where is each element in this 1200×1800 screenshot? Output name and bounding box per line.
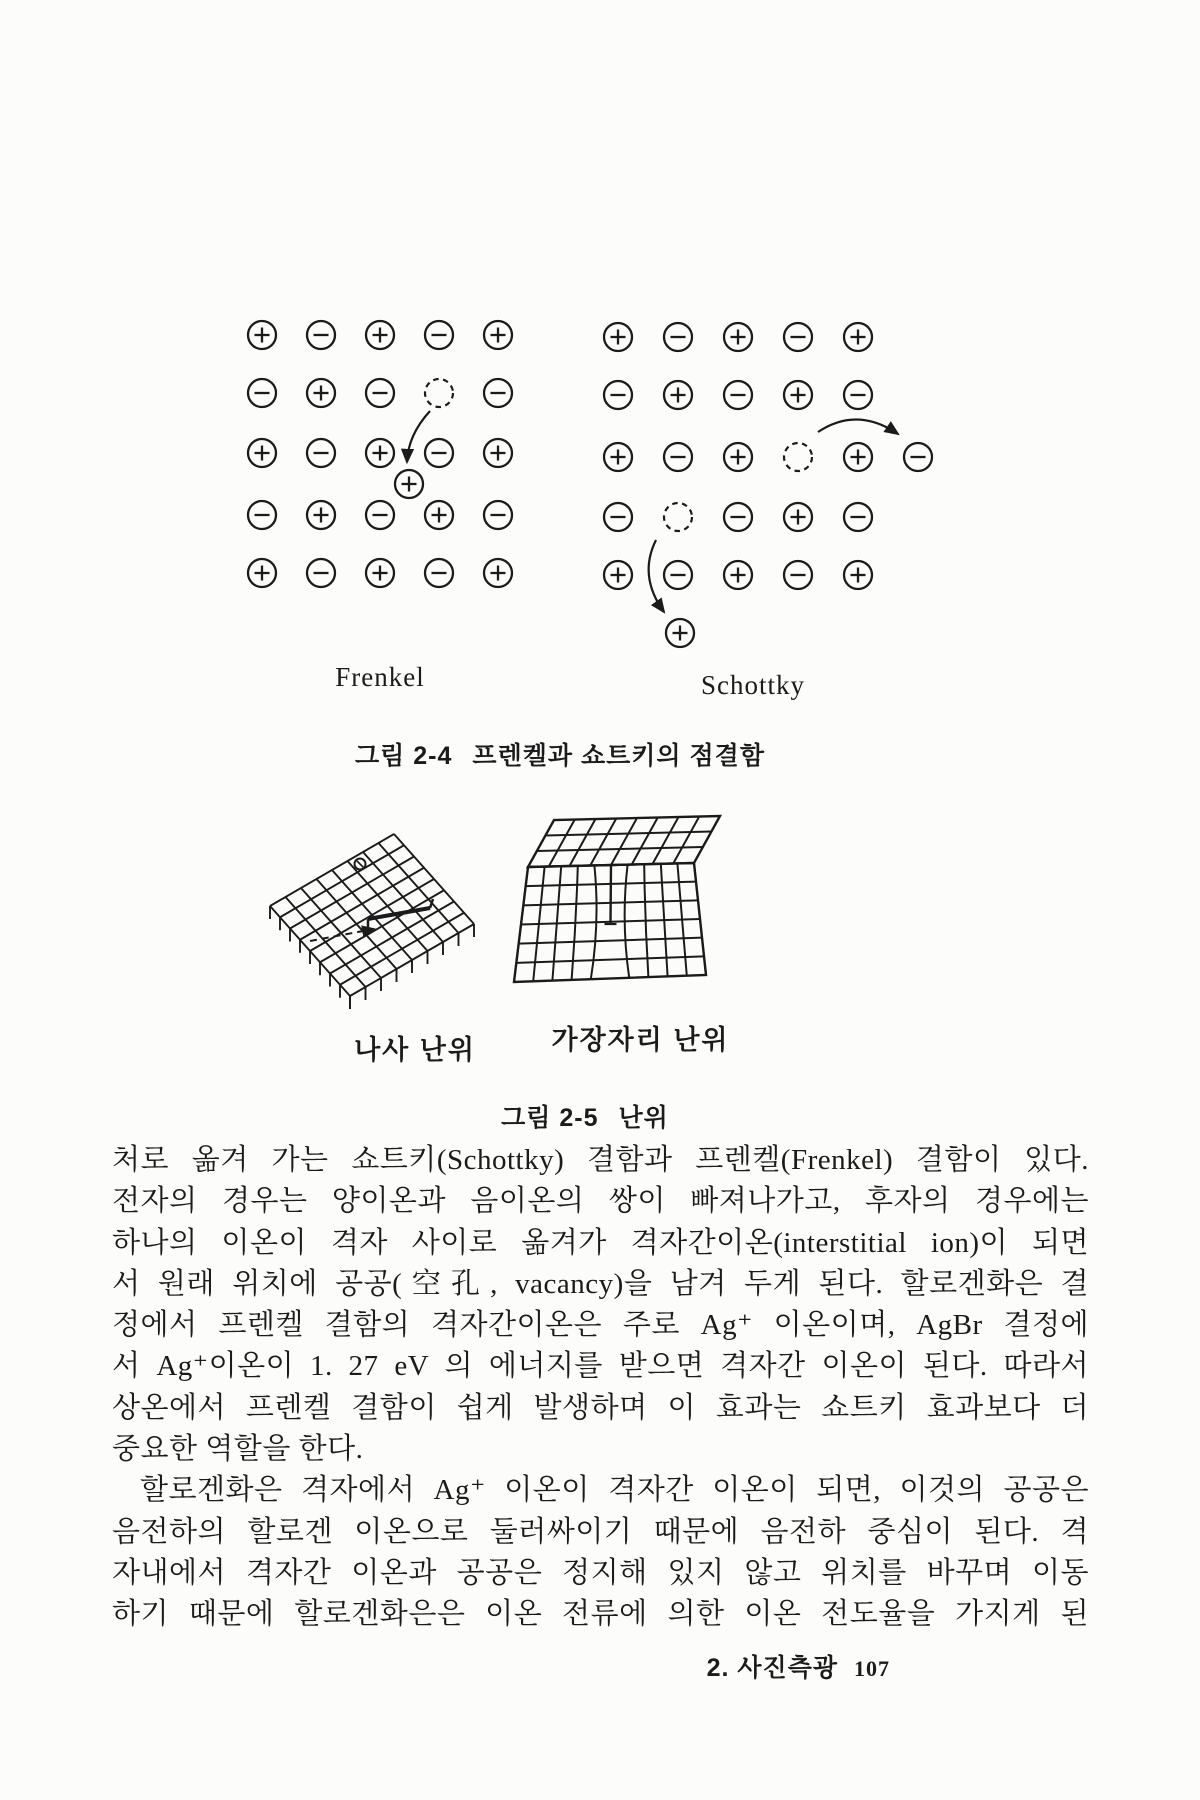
body-text-line: 중요한 역할을 한다. bbox=[112, 1433, 364, 1466]
negative-ion bbox=[484, 501, 512, 529]
negative-ion bbox=[784, 561, 812, 589]
figure-2-5-number: 그림 2-5 bbox=[501, 1104, 599, 1132]
positive-ion bbox=[724, 443, 752, 471]
negative-ion bbox=[604, 503, 632, 531]
positive-ion bbox=[844, 561, 872, 589]
positive-ion bbox=[784, 503, 812, 531]
negative-ion bbox=[248, 501, 276, 529]
negative-ion bbox=[366, 379, 394, 407]
body-text-line: 서 Ag⁺이온이 1. 27 eV 의 에너지를 받으면 격자간 이온이 된다. 따라서 bbox=[112, 1350, 1089, 1383]
negative-ion bbox=[844, 503, 872, 531]
positive-ion bbox=[844, 443, 872, 471]
positive-ion bbox=[307, 379, 335, 407]
positive-ion bbox=[248, 559, 276, 587]
screw-dislocation-label: 나사 난위 bbox=[354, 1035, 476, 1065]
body-text-line: 하기 때문에 할로겐화은은 이온 전류에 의한 이온 전도율을 가지게 된 bbox=[112, 1598, 1089, 1631]
negative-ion bbox=[425, 321, 453, 349]
positive-ion bbox=[604, 561, 632, 589]
negative-ion bbox=[307, 321, 335, 349]
positive-ion bbox=[724, 323, 752, 351]
positive-ion bbox=[248, 321, 276, 349]
negative-ion bbox=[784, 323, 812, 351]
screw-lattice-grid bbox=[270, 834, 474, 996]
positive-ion bbox=[784, 381, 812, 409]
body-text-line: 상온에서 프렌켈 결함이 쉽게 발생하며 이 효과는 쇼트키 효과보다 더 bbox=[112, 1391, 1089, 1424]
positive-ion bbox=[366, 321, 394, 349]
positive-ion bbox=[604, 443, 632, 471]
frenkel-label: Frenkel bbox=[335, 662, 425, 692]
negative-ion bbox=[425, 439, 453, 467]
figure-2-4-title: 프렌켈과 쇼트키의 점결함 bbox=[472, 742, 765, 770]
body-text-line: 할로겐화은 격자에서 Ag⁺ 이온이 격자간 이온이 되면, 이것의 공공은 bbox=[140, 1474, 1089, 1507]
body-text-line: 처로 옮겨 가는 쇼트키(Schottky) 결함과 프렌켈(Frenkel) 결함이 있다. bbox=[112, 1144, 1089, 1176]
negative-ion bbox=[664, 561, 692, 589]
negative-ion bbox=[844, 381, 872, 409]
body-text-line: 정에서 프렌켈 결함의 격자간이온은 주로 Ag⁺ 이온이며, AgBr 결정에 bbox=[112, 1309, 1089, 1342]
page-footer bbox=[580, 1648, 890, 1684]
negative-ion bbox=[366, 501, 394, 529]
negative-ion bbox=[425, 559, 453, 587]
vacancy-circle bbox=[784, 443, 812, 471]
positive-ion bbox=[484, 439, 512, 467]
footer-section-title: 2. 사진측광 bbox=[706, 1654, 838, 1682]
body-text bbox=[112, 1140, 1089, 1636]
dislocation-point-marker bbox=[355, 859, 366, 870]
positive-ion bbox=[248, 439, 276, 467]
body-text-line: 전자의 경우는 양이온과 음이온의 쌍이 빠져나가고, 후자의 경우에는 bbox=[112, 1185, 1089, 1218]
body-text-line: 서 원래 위치에 공공(空孔, vacancy)을 남겨 두게 된다. 할로겐화은 결 bbox=[112, 1267, 1089, 1300]
negative-ion bbox=[664, 323, 692, 351]
negative-ion bbox=[904, 443, 932, 471]
edge-dislocation-label: 가장자리 난위 bbox=[551, 1025, 730, 1055]
figure-2-5-title: 난위 bbox=[618, 1104, 669, 1132]
figure-2-5-caption bbox=[185, 1098, 985, 1134]
negative-ion bbox=[604, 381, 632, 409]
positive-ion bbox=[425, 501, 453, 529]
positive-ion bbox=[604, 323, 632, 351]
positive-ion bbox=[666, 619, 694, 647]
positive-ion bbox=[307, 501, 335, 529]
vacancy-circle bbox=[664, 503, 692, 531]
negative-ion bbox=[724, 503, 752, 531]
negative-ion bbox=[664, 443, 692, 471]
negative-ion bbox=[307, 559, 335, 587]
ion-movement-arrow bbox=[407, 411, 430, 462]
positive-ion bbox=[484, 559, 512, 587]
positive-ion bbox=[366, 559, 394, 587]
negative-ion bbox=[724, 381, 752, 409]
figure-2-4-caption bbox=[160, 736, 960, 772]
negative-ion bbox=[484, 379, 512, 407]
figure-2-4-number: 그림 2-4 bbox=[355, 742, 453, 770]
edge-dislocation-drawing bbox=[506, 810, 724, 994]
positive-ion bbox=[844, 323, 872, 351]
schottky-label: Schottky bbox=[700, 670, 805, 700]
ion-movement-arrow bbox=[818, 419, 898, 434]
body-text-line: 자내에서 격자간 이온과 공공은 정지해 있지 않고 위치를 바꾸며 이동 bbox=[112, 1556, 1089, 1589]
vacancy-circle bbox=[425, 379, 453, 407]
positive-ion bbox=[724, 561, 752, 589]
positive-ion bbox=[395, 470, 423, 498]
body-text-line: 음전하의 할로겐 이온으로 둘러싸이기 때문에 음전하 중심이 된다. 격 bbox=[112, 1515, 1089, 1548]
negative-ion bbox=[248, 379, 276, 407]
screw-dislocation-drawing bbox=[252, 820, 480, 1016]
figure-2-4-point-defect-diagram bbox=[150, 270, 1000, 710]
body-text-line: 하나의 이온이 격자 사이로 옮겨가 격자간이온(interstitial ion)이 되면 bbox=[112, 1226, 1089, 1259]
footer-page-number: 107 bbox=[854, 1656, 890, 1681]
positive-ion bbox=[664, 381, 692, 409]
positive-ion bbox=[366, 439, 394, 467]
positive-ion bbox=[484, 321, 512, 349]
extra-half-plane-line bbox=[610, 865, 611, 924]
edge-lattice-grid bbox=[514, 816, 720, 982]
negative-ion bbox=[307, 439, 335, 467]
ion-movement-arrow bbox=[649, 540, 664, 612]
